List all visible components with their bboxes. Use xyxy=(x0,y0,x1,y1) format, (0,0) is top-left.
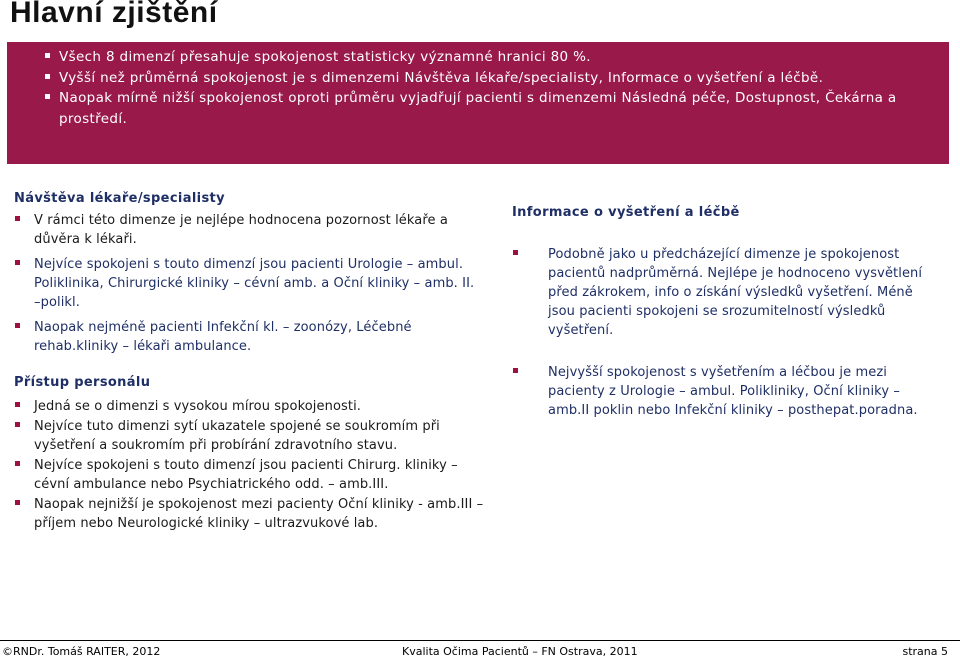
section-heading: Přístup personálu xyxy=(14,375,151,390)
list-item: Jedná se o dimenzi s vysokou mírou spokojenosti. xyxy=(14,397,484,416)
footer-author: ©RNDr. Tomáš RAITER, 2012 xyxy=(2,645,161,658)
key-findings-banner xyxy=(7,42,949,164)
banner-item: Všech 8 dimenzí přesahuje spokojenost statisticky významné hranici 80 %. xyxy=(59,47,929,68)
section-heading: Informace o vyšetření a léčbě xyxy=(512,205,740,220)
list-item: Nejvíce spokojeni s touto dimenzí jsou pacienti Urologie – ambul. Poliklinika, Chirurgické kliniky – cévní amb. a Oční kliniky – amb. II. –polikl. xyxy=(14,255,484,312)
list-item: Naopak nejméně pacienti Infekční kl. – zoonózy, Léčebné rehab.kliniky – lékaři ambulance. xyxy=(14,318,484,356)
banner-list xyxy=(59,47,929,129)
banner-item: Naopak mírně nižší spokojenost oproti průměru vyjadřují pacienti s dimenzemi Následná péče, Dostupnost, Čekárna a prostředí. xyxy=(59,88,929,129)
section-heading: Návštěva lékaře/specialisty xyxy=(14,191,225,206)
section-informace-o-vysetreni xyxy=(512,203,942,420)
list-item: V rámci této dimenze je nejlépe hodnocena pozornost lékaře a důvěra k lékaři. xyxy=(14,211,484,249)
list-item: Nejvyšší spokojenost s vyšetřením a léčbou je mezi pacienty z Urologie – ambul. Polikliniky, Oční kliniky – amb.II poklin nebo Infekční kliniky – posthepat.poradna. xyxy=(512,363,942,420)
section-navsteva-lekare xyxy=(14,189,484,356)
footer-divider xyxy=(0,640,960,641)
list-item: Naopak nejnižší je spokojenost mezi pacienty Oční kliniky - amb.III – příjem nebo Neurologické kliniky – ultrazvukové lab. xyxy=(14,495,484,533)
section-pristup-personalu xyxy=(14,373,484,533)
list-item: Podobně jako u předcházející dimenze je spokojenost pacientů nadprůměrná. Nejlépe je hodnoceno vysvětlení před zákrokem, info o získání výsledků vyšetření. Méně jsou pacienti spokojeni se srozumitelností výsledků vyšetření. xyxy=(512,245,942,340)
page-title: Hlavní zjištění xyxy=(10,0,218,29)
banner-item: Vyšší než průměrná spokojenost je s dimenzemi Návštěva lékaře/specialisty, Informace o vyšetření a léčbě. xyxy=(59,68,929,89)
section-list xyxy=(14,211,484,356)
list-item: Nejvíce spokojeni s touto dimenzí jsou pacienti Chirurg. kliniky – cévní ambulance nebo Psychiatrického odd. – amb.III. xyxy=(14,456,484,494)
section-list xyxy=(14,397,484,533)
footer-page-number: strana 5 xyxy=(902,645,948,658)
section-list xyxy=(512,245,942,420)
footer-title: Kvalita Očima Pacientů – FN Ostrava, 2011 xyxy=(402,645,638,658)
list-item: Nejvíce tuto dimenzi sytí ukazatele spojené se soukromím při vyšetření a soukromím při probírání zdravotního stavu. xyxy=(14,417,484,455)
